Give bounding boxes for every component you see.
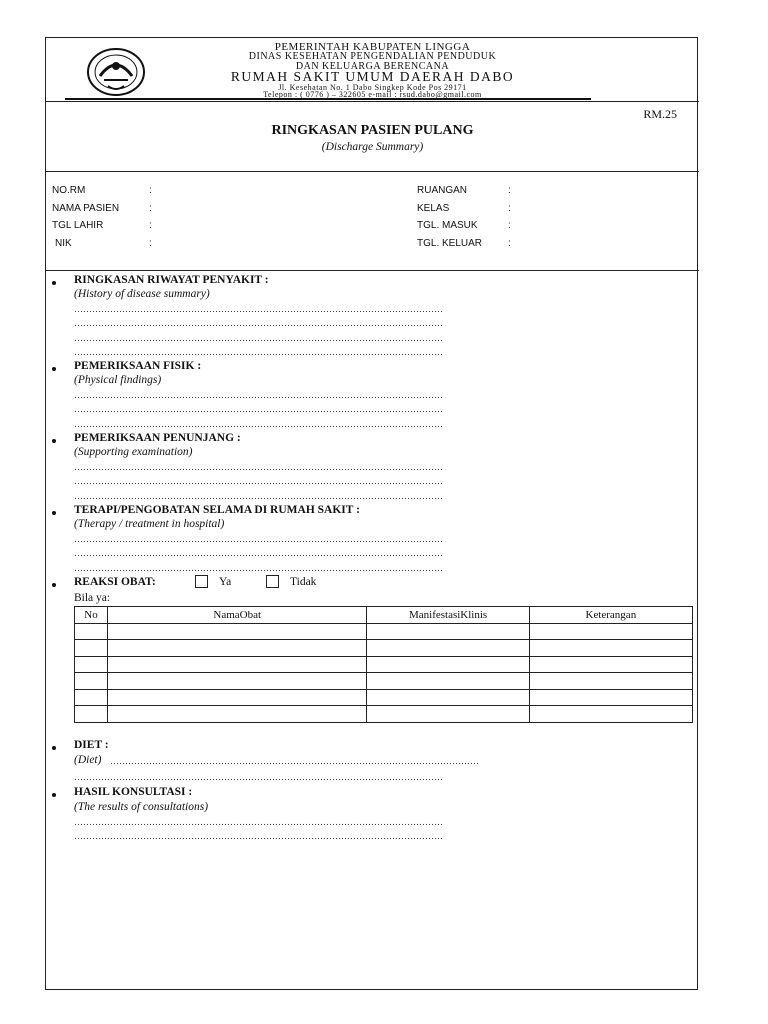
table-cell[interactable]: [108, 689, 367, 706]
checkbox-tidak-label: Tidak: [290, 576, 317, 588]
bullet: [52, 793, 56, 797]
field-colon: :: [149, 203, 152, 214]
table-row: [75, 640, 693, 657]
field-label-nama-pasien: NAMA PASIEN: [52, 203, 120, 214]
table-cell[interactable]: [529, 623, 692, 640]
field-colon: :: [149, 238, 152, 249]
checkbox-ya-label: Ya: [219, 576, 232, 588]
table-row: [75, 623, 693, 640]
dotted-line: ……………………………………………………………………………………………………………: [74, 304, 443, 314]
header-contact: Telepon : ( 0776 ) – 322605 e-mail : rsud.dabo@gmail.com: [263, 90, 482, 99]
dotted-line: ……………………………………………………………………………………………………………: [74, 491, 443, 501]
dotted-line: ……………………………………………………………………………………………………………: [74, 563, 443, 573]
dotted-line: ……………………………………………………………………………………………………………: [74, 347, 443, 357]
bila-ya-label: Bila ya:: [74, 592, 111, 604]
dotted-line: ……………………………………………………………………………………………………………: [74, 419, 443, 429]
table-cell[interactable]: [108, 706, 367, 723]
section-title-penunjang: PEMERIKSAAN PENUNJANG :: [74, 432, 241, 444]
table-cell[interactable]: [75, 640, 108, 657]
table-cell[interactable]: [108, 673, 367, 690]
section-subtitle-riwayat: (History of disease summary): [74, 288, 210, 300]
drug-reaction-table: [74, 606, 693, 723]
dotted-line: ……………………………………………………………………………………………………………: [74, 534, 443, 544]
section-title-terapi: TERAPI/PENGOBATAN SELAMA DI RUMAH SAKIT :: [74, 504, 360, 516]
bullet: [52, 281, 56, 285]
table-cell[interactable]: [529, 640, 692, 657]
header-address: Jl. Kesehatan No. 1 Dabo Singkep Kode Pos 29171: [278, 83, 467, 92]
bullet: [52, 511, 56, 515]
bullet: [52, 367, 56, 371]
table-cell[interactable]: [108, 623, 367, 640]
table-cell[interactable]: [75, 689, 108, 706]
table-cell[interactable]: [367, 640, 529, 657]
header-rule: [65, 98, 591, 100]
section-subtitle-penunjang: (Supporting examination): [74, 446, 193, 458]
divider: [46, 171, 699, 172]
dotted-line: ……………………………………………………………………………………………………………: [74, 404, 443, 414]
table-cell[interactable]: [75, 673, 108, 690]
field-label-nik: NIK: [55, 238, 72, 249]
dotted-line: ……………………………………………………………………………………………………………: [74, 462, 443, 472]
field-label-tgl-keluar: TGL. KELUAR: [417, 238, 483, 249]
dotted-line: ……………………………………………………………………………………………………………: [74, 548, 443, 558]
dotted-line: ……………………………………………………………………………………………………………: [74, 333, 443, 343]
field-label-tgl-lahir: TGL LAHIR: [52, 220, 104, 231]
table-cell[interactable]: [367, 623, 529, 640]
form-title: RINGKASAN PASIEN PULANG: [271, 123, 474, 138]
section-title-diet: DIET :: [74, 739, 109, 751]
table-cell[interactable]: [108, 656, 367, 673]
section-title-konsultasi: HASIL KONSULTASI :: [74, 786, 193, 798]
field-colon: :: [149, 185, 152, 196]
section-subtitle-diet: (Diet): [74, 754, 102, 766]
table-cell[interactable]: [75, 656, 108, 673]
section-subtitle-fisik: (Physical findings): [74, 374, 162, 386]
section-title-reaksi-obat: REAKSI OBAT:: [74, 576, 156, 588]
field-label-tgl-masuk: TGL. MASUK: [417, 220, 478, 231]
dotted-line: ……………………………………………………………………………………………………………: [74, 476, 443, 486]
bullet: [52, 746, 56, 750]
field-label-kelas: KELAS: [417, 203, 450, 214]
column-header-no: No: [75, 607, 108, 624]
column-header-manifestasi-klinis: ManifestasiKlinis: [367, 607, 529, 624]
header-hospital-name: RUMAH SAKIT UMUM DAERAH DABO: [230, 69, 515, 84]
divider: [46, 270, 699, 271]
section-title-riwayat: RINGKASAN RIWAYAT PENYAKIT :: [74, 274, 269, 286]
table-row: [75, 656, 693, 673]
bullet: [52, 583, 56, 587]
header-department: DINAS KESEHATAN PENGENDALIAN PENDUDUK: [248, 51, 497, 62]
table-row: [75, 706, 693, 723]
field-label-no-rm: NO.RM: [52, 185, 86, 196]
table-row: [75, 673, 693, 690]
table-cell[interactable]: [367, 706, 529, 723]
table-cell[interactable]: [529, 673, 692, 690]
field-colon: :: [149, 220, 152, 231]
dotted-line: ……………………………………………………………………………………………………………: [110, 756, 479, 766]
table-cell[interactable]: [529, 656, 692, 673]
table-cell[interactable]: [367, 673, 529, 690]
divider: [46, 101, 699, 102]
section-title-fisik: PEMERIKSAAN FISIK :: [74, 360, 202, 372]
table-cell[interactable]: [529, 706, 692, 723]
field-colon: :: [508, 203, 511, 214]
discharge-summary-form: [45, 37, 698, 990]
table-row: [75, 689, 693, 706]
dotted-line: ……………………………………………………………………………………………………………: [74, 817, 443, 827]
table-cell[interactable]: [75, 706, 108, 723]
table-cell[interactable]: [367, 656, 529, 673]
dotted-line: ……………………………………………………………………………………………………………: [74, 831, 443, 841]
section-subtitle-konsultasi: (The results of consultations): [74, 801, 209, 813]
table-cell[interactable]: [108, 640, 367, 657]
field-colon: :: [508, 238, 511, 249]
table-cell[interactable]: [529, 689, 692, 706]
bullet: [52, 439, 56, 443]
field-colon: :: [508, 220, 511, 231]
checkbox-tidak[interactable]: [266, 575, 279, 588]
table-header-row: [75, 607, 693, 624]
table-cell[interactable]: [75, 623, 108, 640]
header-government: PEMERINTAH KABUPATEN LINGGA: [274, 41, 471, 53]
dotted-line: ……………………………………………………………………………………………………………: [74, 318, 443, 328]
dotted-line: ……………………………………………………………………………………………………………: [74, 390, 443, 400]
field-label-ruangan: RUANGAN: [417, 185, 468, 196]
form-code: RM.25: [643, 107, 677, 121]
column-header-nama-obat: NamaObat: [108, 607, 367, 624]
checkbox-ya[interactable]: [195, 575, 208, 588]
field-colon: :: [508, 185, 511, 196]
column-header-keterangan: Keterangan: [529, 607, 692, 624]
header-department-cont: DAN KELUARGA BERENCANA: [295, 61, 450, 72]
section-subtitle-terapi: (Therapy / treatment in hospital): [74, 518, 225, 530]
form-subtitle: (Discharge Summary): [321, 141, 424, 153]
dotted-line: ……………………………………………………………………………………………………………: [74, 772, 443, 782]
table-cell[interactable]: [367, 689, 529, 706]
